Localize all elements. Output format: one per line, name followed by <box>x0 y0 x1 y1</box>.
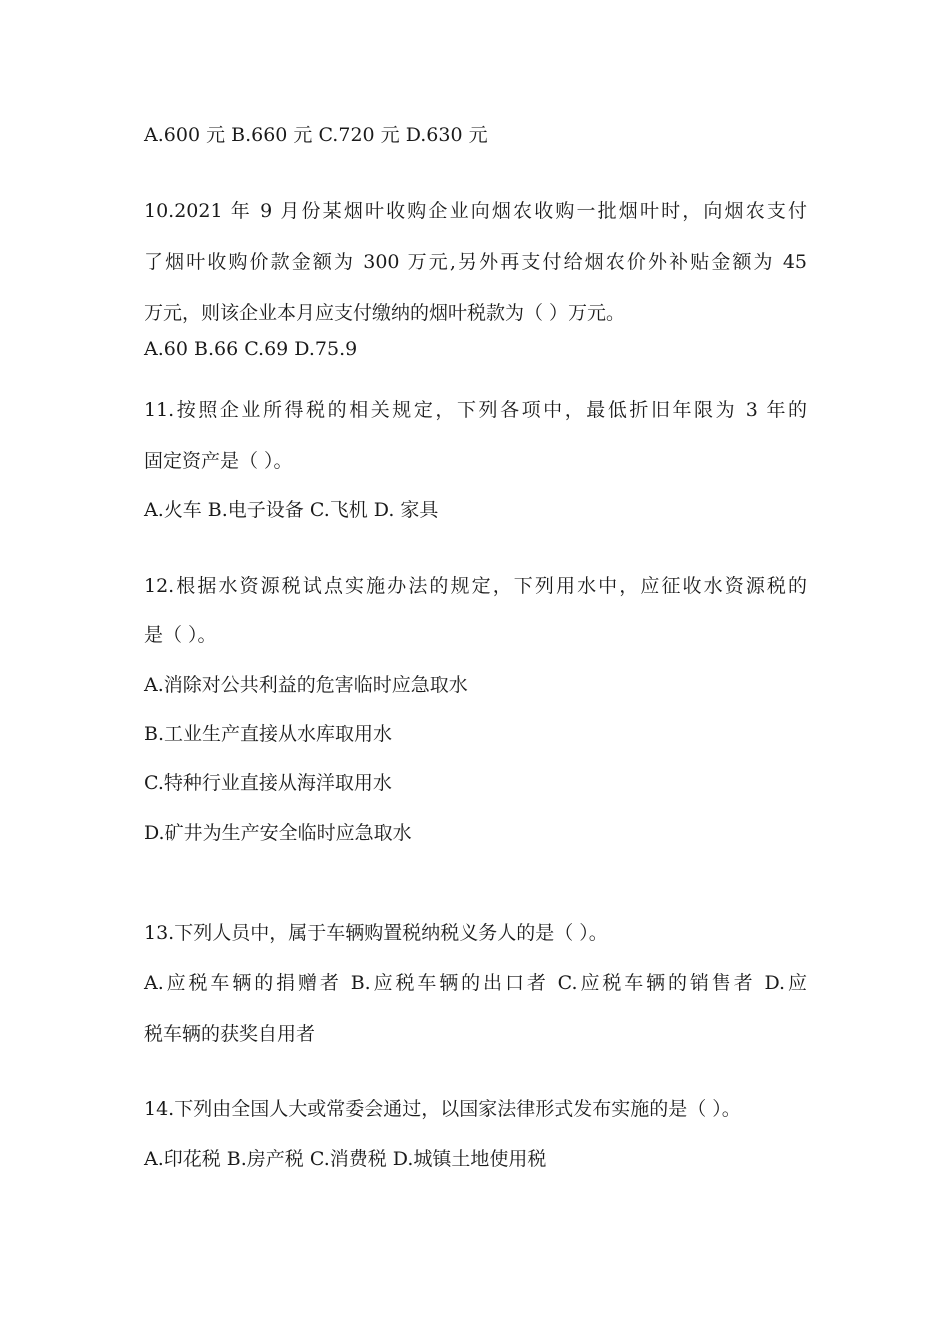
q13-options-line-2: 税车辆的获奖自用者 <box>144 1023 316 1045</box>
q9-options: A.600 元 B.660 元 C.720 元 D.630 元 <box>144 124 488 146</box>
q10-stem-line-3: 万元，则该企业本月应支付缴纳的烟叶税款为（ ）万元。 <box>144 302 626 324</box>
q13-stem-line-1: 13.下列人员中，属于车辆购置税纳税义务人的是（ ）。 <box>144 922 608 944</box>
q11-options: A.火车 B.电子设备 C.飞机 D. 家具 <box>144 499 439 521</box>
q11-stem-line-1: 11.按照企业所得税的相关规定，下列各项中，最低折旧年限为 3 年的 <box>144 399 807 421</box>
q10-stem-line-2: 了烟叶收购价款金额为 300 万元,另外再支付给烟农价外补贴金额为 45 <box>144 251 807 273</box>
q12-option-a: A.消除对公共利益的危害临时应急取水 <box>144 674 468 696</box>
q12-option-d: D.矿井为生产安全临时应急取水 <box>144 822 412 844</box>
q14-stem-line-1: 14.下列由全国人大或常委会通过，以国家法律形式发布实施的是（ ）。 <box>144 1098 741 1120</box>
q10-options: A.60 B.66 C.69 D.75.9 <box>144 338 358 360</box>
q11-stem-line-2: 固定资产是（ ）。 <box>144 450 293 472</box>
q12-stem-line-2: 是（ ）。 <box>144 624 217 646</box>
q13-options-line-1: A.应税车辆的捐赠者 B.应税车辆的出口者 C.应税车辆的销售者 D.应 <box>144 972 807 994</box>
q12-stem-line-1: 12.根据水资源税试点实施办法的规定，下列用水中，应征收水资源税的 <box>144 575 807 597</box>
q10-stem-line-1: 10.2021 年 9 月份某烟叶收购企业向烟农收购一批烟叶时，向烟农支付 <box>144 200 807 222</box>
q14-options: A.印花税 B.房产税 C.消费税 D.城镇土地使用税 <box>144 1148 547 1170</box>
q12-option-b: B.工业生产直接从水库取用水 <box>144 723 393 745</box>
q12-option-c: C.特种行业直接从海洋取用水 <box>144 772 392 794</box>
